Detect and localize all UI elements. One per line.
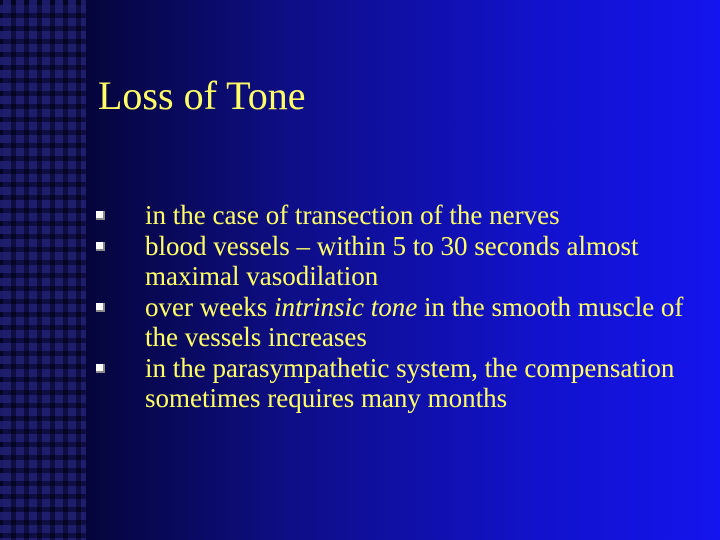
bullet-icon (96, 242, 105, 251)
slide-title: Loss of Tone (98, 73, 306, 118)
bullet-icon (96, 211, 105, 220)
decorative-square-strip (0, 0, 86, 540)
bullet-text-post: in the smooth muscle of the vessels increases (145, 291, 684, 352)
list-item (96, 353, 696, 414)
bullet-text: blood vessels – within 5 to 30 seconds almost maximal vasodilation (145, 230, 639, 291)
bullet-text-pre: over weeks (145, 291, 274, 322)
bullet-text-emphasis: intrinsic tone (273, 291, 418, 322)
list-item (96, 231, 696, 292)
bullet-icon (96, 364, 105, 373)
bullet-icon (96, 303, 105, 312)
bullet-text: in the case of transection of the nerves (145, 200, 560, 230)
list-item (96, 200, 696, 231)
bullet-list (96, 200, 696, 414)
list-item (96, 292, 696, 353)
bullet-text: in the parasympathetic system, the compensation sometimes requires many months (145, 352, 675, 413)
